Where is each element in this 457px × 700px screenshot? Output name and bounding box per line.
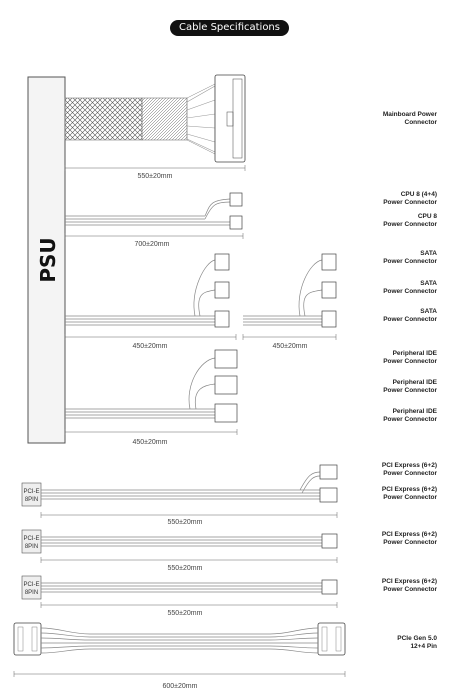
sata-connector xyxy=(215,282,229,298)
pcie-6plus2-connector xyxy=(322,580,337,594)
label-ide-3: Peripheral IDE Power Connector xyxy=(383,408,437,423)
molex-connector xyxy=(215,404,237,422)
label-ide-1: Peripheral IDE Power Connector xyxy=(383,350,437,365)
label-sata-1: SATA Power Connector xyxy=(383,250,437,265)
ide-cable xyxy=(65,350,237,446)
label-pcie-3: PCI Express (6+2) Power Connector xyxy=(381,578,437,593)
sata-connector xyxy=(322,282,336,298)
measurement-cpu: 700±20mm xyxy=(134,241,170,248)
measurement-mainboard: 550±20mm xyxy=(137,173,173,180)
pcie-cable-2 xyxy=(22,530,337,572)
label-pcie-1a: PCI Express (6+2) Power Connector xyxy=(381,462,437,477)
measurement-sata-a: 450±20mm xyxy=(132,343,168,350)
measurement-sata-b: 450±20mm xyxy=(272,343,308,350)
pcie-6plus2-connector xyxy=(320,465,337,479)
measurement-pcie-1: 550±20mm xyxy=(167,519,203,526)
sata-connector xyxy=(215,254,229,270)
label-sata-2: SATA Power Connector xyxy=(383,280,437,295)
sata-connector xyxy=(322,254,336,270)
sata-cable-a xyxy=(65,254,236,350)
pcie-tag-line1: PCI-E xyxy=(23,489,40,495)
measurement-gen5: 600±20mm xyxy=(162,683,198,690)
sata-cable-b xyxy=(243,254,336,350)
measurement-pcie-3: 550±20mm xyxy=(167,610,203,617)
label-pcie-1b: PCI Express (6+2) Power Connector xyxy=(381,486,437,501)
cpu-4plus4-connector xyxy=(230,193,242,206)
label-cpu-8: CPU 8 Power Connector xyxy=(383,213,437,228)
label-mainboard-power: Mainboard Power Connector xyxy=(382,111,437,126)
page-title: Cable Specifications xyxy=(170,20,289,36)
pcie-tag-line1: PCI-E xyxy=(23,582,40,588)
pcie-cable-3 xyxy=(22,576,337,617)
pcie-tag-line2: 8PIN xyxy=(24,590,39,596)
label-gen5: PCIe Gen 5.0 12+4 Pin xyxy=(397,635,437,650)
measurement-pcie-2: 550±20mm xyxy=(167,565,203,572)
sata-connector xyxy=(215,311,229,327)
label-sata-3: SATA Power Connector xyxy=(383,308,437,323)
measurement-ide: 450±20mm xyxy=(132,439,168,446)
cpu-8pin-connector xyxy=(230,216,242,229)
label-cpu-4plus4: CPU 8 (4+4) Power Connector xyxy=(383,191,437,206)
atx-24pin-connector xyxy=(215,75,245,162)
molex-connector xyxy=(215,350,237,368)
label-pcie-2: PCI Express (6+2) Power Connector xyxy=(381,531,437,546)
psu-label: PSU xyxy=(36,237,60,283)
molex-connector xyxy=(215,376,237,394)
pcie-6plus2-connector xyxy=(320,488,337,502)
pcie-tag-line2: 8PIN xyxy=(24,497,39,503)
pcie-cable-1 xyxy=(22,465,337,526)
pcie-tag-line2: 8PIN xyxy=(24,544,39,550)
sata-connector xyxy=(322,311,336,327)
gen5-cable xyxy=(14,623,345,690)
pcie-6plus2-connector xyxy=(322,534,337,548)
label-ide-2: Peripheral IDE Power Connector xyxy=(383,379,437,394)
pcie-tag-line1: PCI-E xyxy=(23,536,40,542)
cpu-cable xyxy=(65,193,243,248)
mainboard-cable xyxy=(65,75,245,180)
